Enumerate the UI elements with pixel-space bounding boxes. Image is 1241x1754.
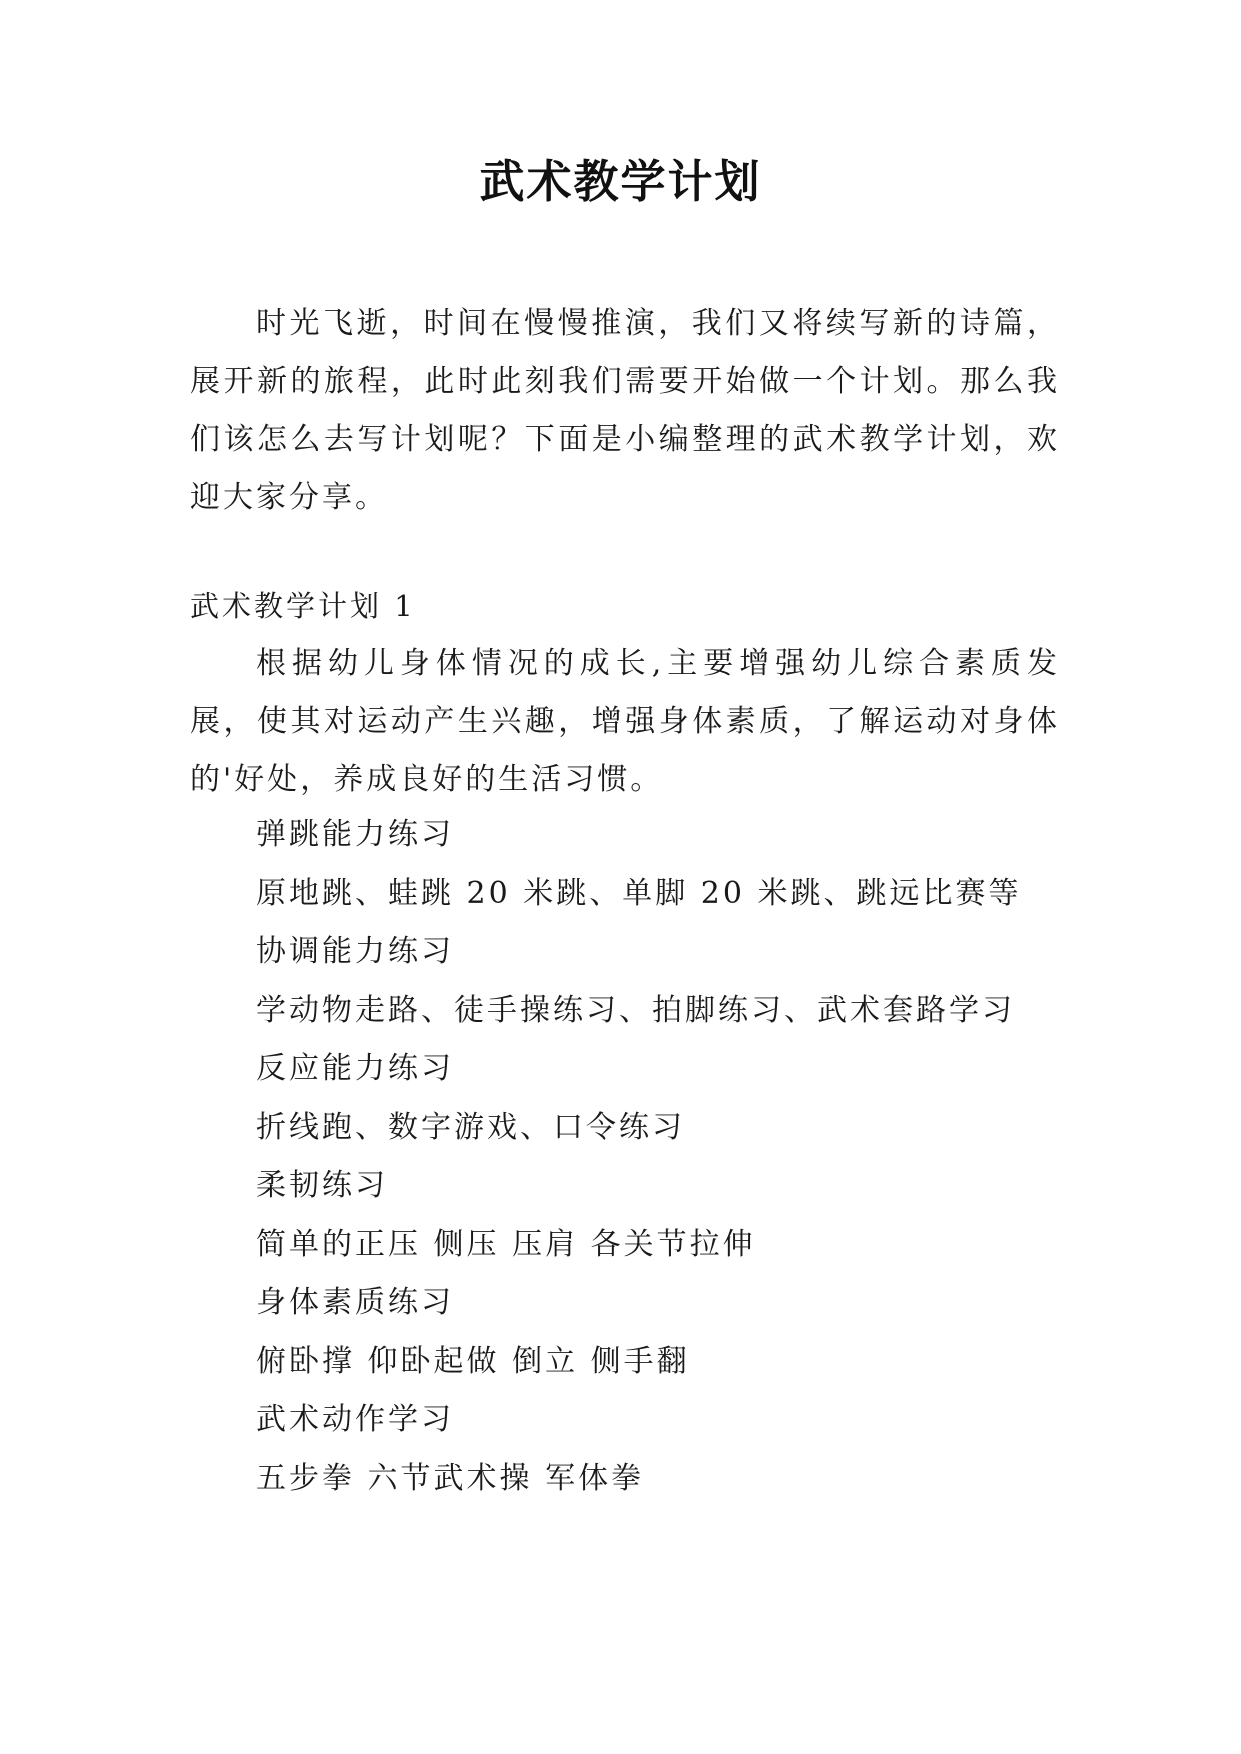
list-item: 折线跑、数字游戏、口令练习 xyxy=(256,1109,685,1145)
list-item: 反应能力练习 xyxy=(256,1051,454,1086)
list-item: 五步拳 六节武术操 军体拳 xyxy=(256,1460,645,1496)
training-list xyxy=(256,806,1022,1508)
list-item: 身体素质练习 xyxy=(256,1285,454,1320)
list-item: 俯卧撑 仰卧起做 倒立 侧手翻 xyxy=(256,1343,690,1379)
document-title: 武术教学计划 xyxy=(479,155,762,208)
list-item: 柔韧练习 xyxy=(256,1168,388,1203)
intro-paragraph: 时光飞逝，时间在慢慢推演，我们又将续写新的诗篇，展开新的旅程，此时此刻我们需要开始做一个计划。那么我们该怎么去写计划呢？下面是小编整理的武术教学计划，欢迎大家分享。 xyxy=(190,306,1060,515)
list-item: 学动物走路、徒手操练习、拍脚练习、武术套路学习 xyxy=(256,992,1015,1028)
list-item: 弹跳能力练习 xyxy=(256,817,454,852)
list-item: 原地跳、蛙跳 20 米跳、单脚 20 米跳、跳远比赛等 xyxy=(256,875,1022,911)
section-paragraph: 根据幼儿身体情况的成长,主要增强幼儿综合素质发展，使其对运动产生兴趣，增强身体素质，了解运动对身体的'好处，养成良好的生活习惯。 xyxy=(190,646,1060,797)
list-item: 简单的正压 侧压 压肩 各关节拉伸 xyxy=(256,1226,756,1262)
list-item: 武术动作学习 xyxy=(256,1402,454,1437)
list-item: 协调能力练习 xyxy=(256,934,454,969)
section-heading: 武术教学计划 1 xyxy=(190,589,416,623)
